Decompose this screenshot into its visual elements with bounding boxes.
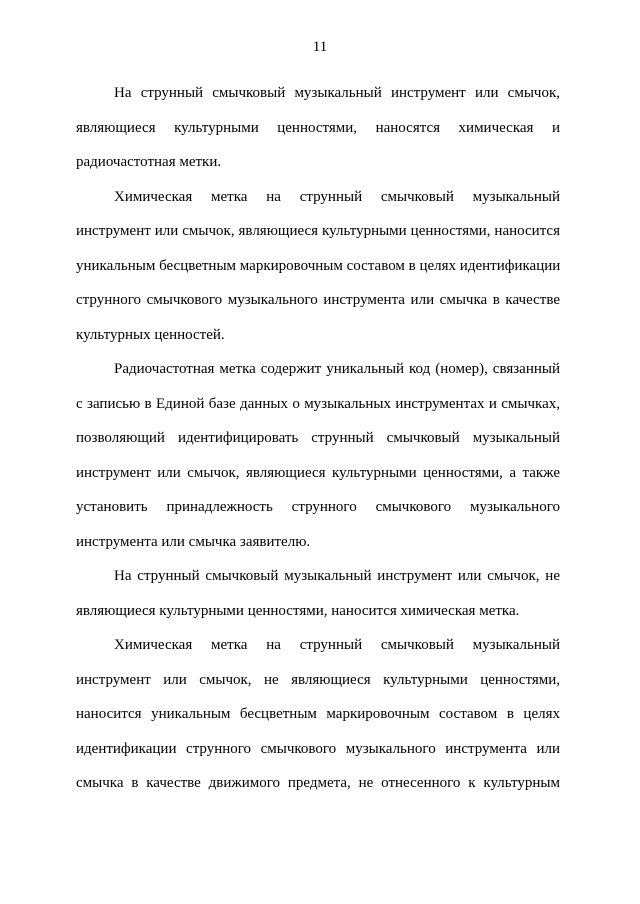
text-line: позволяющий идентифицировать струнный смычковый музыкальный (76, 430, 560, 446)
text-line: смычка в качестве движимого предмета, не отнесенного к культурным (76, 775, 560, 791)
paragraph-non-cultural-marks (76, 559, 560, 628)
text-line: радиочастотная метки. (76, 154, 222, 170)
text-line: культурных ценностей. (76, 326, 225, 343)
page-number: 11 (312, 39, 328, 55)
text-line: струнного смычкового музыкального инструмента или смычка в качестве (76, 292, 560, 308)
paragraph-cultural-marks (76, 76, 560, 180)
paragraph-chemical-mark-non-cultural (76, 628, 560, 801)
text-line: уникальным бесцветным маркировочным составом в целях идентификации (76, 257, 561, 274)
text-line: инструмент или смычок, являющиеся культурными ценностями, наносится (76, 223, 560, 239)
text-line: наносится уникальным бесцветным маркировочным составом в целях (76, 706, 560, 722)
document-body (76, 76, 560, 801)
text-line: являющиеся культурными ценностями, наносятся химическая и (76, 119, 560, 136)
text-line: инструмент или смычок, не являющиеся культурными ценностями, (76, 671, 560, 688)
text-line: являющиеся культурными ценностями, наносится химическая метка. (76, 602, 520, 619)
text-line: Химическая метка на струнный смычковый музыкальный (114, 188, 560, 205)
text-line: Химическая метка на струнный смычковый музыкальный (114, 637, 560, 653)
text-line: На струнный смычковый музыкальный инструмент или смычок, не (114, 568, 560, 584)
text-line: установить принадлежность струнного смычкового музыкального (76, 499, 560, 515)
text-line: Радиочастотная метка содержит уникальный код (номер), связанный (114, 361, 560, 377)
text-line: идентификации струнного смычкового музыкального инструмента или (76, 740, 560, 757)
text-line: инструмента или смычка заявителю. (76, 533, 311, 550)
paragraph-radio-mark (76, 352, 560, 559)
text-line: На струнный смычковый музыкальный инструмент или смычок, (114, 85, 560, 101)
text-line: инструмент или смычок, являющиеся культурными ценностями, а также (76, 464, 560, 481)
paragraph-chemical-mark-cultural (76, 180, 560, 353)
text-line: с записью в Единой базе данных о музыкальных инструментах и смычках, (76, 395, 560, 412)
